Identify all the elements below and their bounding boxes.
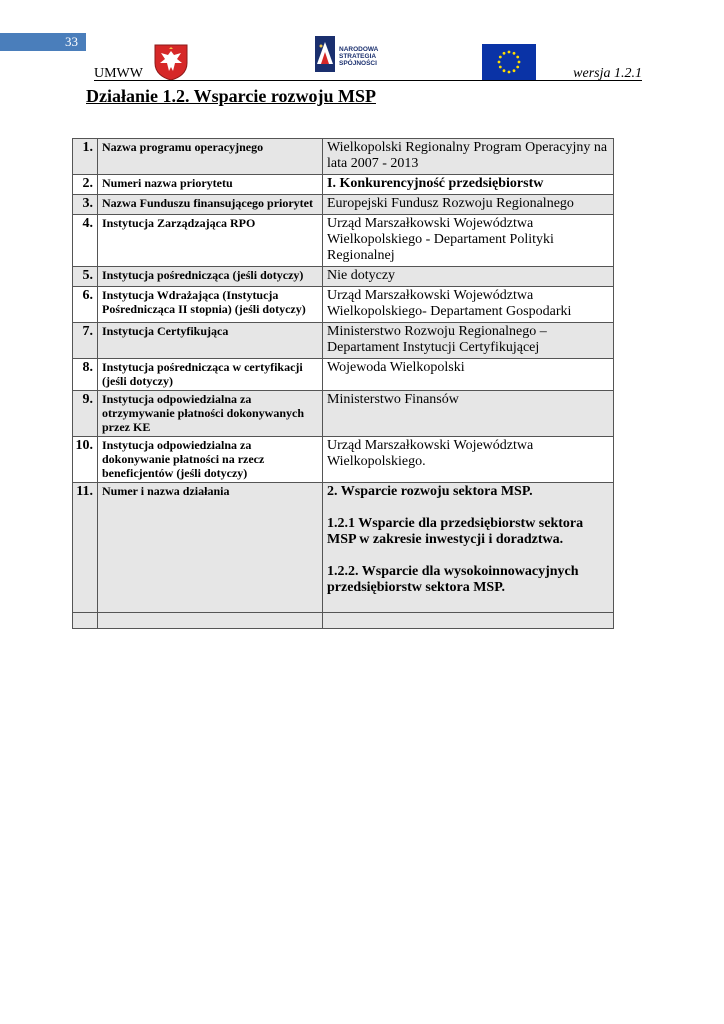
table-row-empty bbox=[73, 613, 614, 629]
ns-flag-icon bbox=[313, 34, 339, 78]
table-row bbox=[73, 359, 614, 391]
sub-action-1: 1.2.1 Wsparcie dla przedsiębiorstw sektora MSP w zakresie inwestycji i doradztwa. bbox=[327, 516, 584, 547]
table-row bbox=[73, 391, 614, 437]
row-label: Nazwa Funduszu finansującego priorytet bbox=[98, 195, 323, 215]
table-row bbox=[73, 215, 614, 267]
row-value bbox=[323, 613, 614, 629]
section-title: Działanie 1.2. Wsparcie rozwoju MSP bbox=[86, 86, 376, 106]
row-number: 3. bbox=[73, 195, 98, 215]
ns-logo-text bbox=[339, 46, 408, 67]
row-label: Instytucja pośrednicząca w certyfikacji (jeśli dotyczy) bbox=[98, 359, 323, 391]
row-label: Numeri nazwa priorytetu bbox=[98, 175, 323, 195]
table-row bbox=[73, 195, 614, 215]
page-number-badge bbox=[0, 33, 86, 51]
table-row bbox=[73, 287, 614, 323]
row-number: 4. bbox=[73, 215, 98, 267]
row-number: 2. bbox=[73, 175, 98, 195]
row-value: Wielkopolski Regionalny Program Operacyjny na lata 2007 - 2013 bbox=[323, 139, 614, 175]
row-value bbox=[323, 483, 614, 613]
row-number: 6. bbox=[73, 287, 98, 323]
header-version: wersja 1.2.1 bbox=[573, 66, 642, 81]
row-number: 8. bbox=[73, 359, 98, 391]
row-value: Urząd Marszałkowski Województwa Wielkopolskiego. bbox=[323, 437, 614, 483]
row-label bbox=[98, 613, 323, 629]
row-number: 1. bbox=[73, 139, 98, 175]
header-divider bbox=[94, 80, 642, 81]
row-value: Wojewoda Wielkopolski bbox=[323, 359, 614, 391]
narodowa-strategia-spojnosci-logo bbox=[313, 34, 408, 78]
program-info-table bbox=[72, 138, 614, 629]
row-number: 7. bbox=[73, 323, 98, 359]
eu-flag-logo bbox=[482, 44, 536, 80]
table-row bbox=[73, 267, 614, 287]
table-row bbox=[73, 437, 614, 483]
page-number: 33 bbox=[65, 34, 78, 49]
row-label: Instytucja Zarządzająca RPO bbox=[98, 215, 323, 267]
row-label: Instytucja odpowiedzialna za otrzymywanie płatności dokonywanych przez KE bbox=[98, 391, 323, 437]
row-value: Nie dotyczy bbox=[323, 267, 614, 287]
action-name: 2. Wsparcie rozwoju sektora MSP. bbox=[327, 484, 533, 499]
row-number: 11. bbox=[73, 483, 98, 613]
row-value: I. Konkurencyjność przedsiębiorstw bbox=[323, 175, 614, 195]
ns-logo-line-1: NARODOWA bbox=[339, 46, 379, 53]
row-value: Urząd Marszałkowski Województwa Wielkopolskiego- Departament Gospodarki bbox=[323, 287, 614, 323]
row-value: Europejski Fundusz Rozwoju Regionalnego bbox=[323, 195, 614, 215]
sub-action-2: 1.2.2. Wsparcie dla wysokoinnowacyjnych przedsiębiorstw sektora MSP. bbox=[327, 564, 579, 595]
row-value: Ministerstwo Finansów bbox=[323, 391, 614, 437]
row-label: Instytucja pośrednicząca (jeśli dotyczy) bbox=[98, 267, 323, 287]
header-org-name: UMWW bbox=[94, 66, 143, 81]
row-value: Ministerstwo Rozwoju Regionalnego – Departament Instytucji Certyfikującej bbox=[323, 323, 614, 359]
table-row bbox=[73, 483, 614, 613]
row-number: 9. bbox=[73, 391, 98, 437]
row-label: Nazwa programu operacyjnego bbox=[98, 139, 323, 175]
row-label: Instytucja Wdrażająca (Instytucja Pośrednicząca II stopnia) (jeśli dotyczy) bbox=[98, 287, 323, 323]
row-number bbox=[73, 613, 98, 629]
row-label: Instytucja Certyfikująca bbox=[98, 323, 323, 359]
row-number: 10. bbox=[73, 437, 98, 483]
row-number: 5. bbox=[73, 267, 98, 287]
row-label: Numer i nazwa działania bbox=[98, 483, 323, 613]
wielkopolska-coat-of-arms-logo bbox=[152, 43, 190, 81]
table-row bbox=[73, 139, 614, 175]
row-label: Instytucja odpowiedzialna za dokonywanie płatności na rzecz beneficjentów (jeśli dotyczy) bbox=[98, 437, 323, 483]
ns-logo-line-2: STRATEGIA SPÓJNOŚCI bbox=[339, 53, 377, 67]
table-row bbox=[73, 175, 614, 195]
row-value: Urząd Marszałkowski Województwa Wielkopolskiego - Departament Polityki Regionalnej bbox=[323, 215, 614, 267]
table-row bbox=[73, 323, 614, 359]
